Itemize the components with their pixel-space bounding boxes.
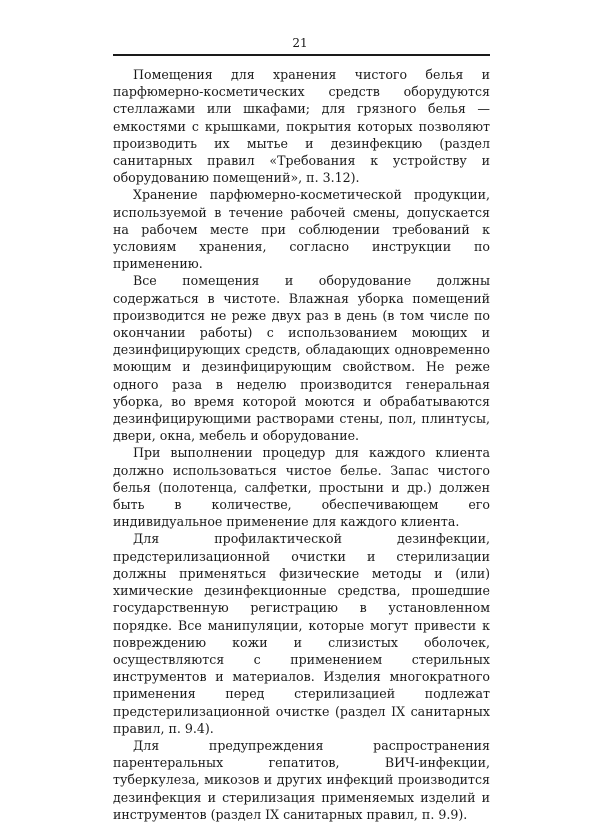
header-rule — [113, 54, 490, 56]
page-number: 21 — [292, 36, 308, 50]
paragraph-cleaning: Все помещения и оборудование должны содержаться в чистоте. Влажная уборка помещений производится не реже двух раз в день (в том числе по окончании работы) с использованием моющих и дезинфицирующих средств, обладающих одновременно моющим и дезинфицирующим свойством. Не реже одного раза в неделю производится генеральная уборка, во время которой моются и обрабатываются дезинфицирующими растворами стены, пол, плинтусы, двери, окна, мебель и оборудование. — [113, 273, 490, 444]
body-text — [113, 66, 490, 823]
paragraph-cosmetics-storage: Хранение парфюмерно-косметической продукции, используемой в течение рабочей смены, допускается на рабочем месте при соблюдении требований к условиям хранения, согласно инструкции по применению. — [113, 187, 490, 272]
paragraph-infection-prevention: Для предупреждения распространения парентеральных гепатитов, ВИЧ-инфекции, туберкулеза, микозов и других инфекций производится дезинфекция и стерилизация применяемых изделий и инструментов (раздел IX санитарных правил, п. 9.9). — [113, 737, 490, 822]
paragraph-clean-linen: При выполнении процедур для каждого клиента должно использоваться чистое белье. Запас чистого белья (полотенца, салфетки, простыни и др.) должен быть в количестве, обеспечивающем его индивидуальное применение для каждого клиента. — [113, 445, 490, 530]
paragraph-storage-furniture: Помещения для хранения чистого белья и парфюмерно-косметических средств оборудуются стеллажами или шкафами; для грязного белья — емкостями с крышками, покрытия которых позволяют производить их мытье и дезинфекцию (раздел санитарных правил «Требования к устройству и оборудованию помещений», п. 3.12). — [113, 67, 490, 186]
paragraph-disinfection-sterilization: Для профилактической дезинфекции, предстерилизационной очистки и стерилизации должны применяться физические методы и (или) химические дезинфекционные средства, прошедшие государственную регистрацию в установленном порядке. Все манипуляции, которые могут привести к повреждению кожи и слизистых оболочек, осуществляются с применением стерильных инструментов и материалов. Изделия многократного применения перед стерилизацией подлежат предстерилизационной очистке (раздел IX санитарных правил, п. 9.4). — [113, 531, 490, 736]
